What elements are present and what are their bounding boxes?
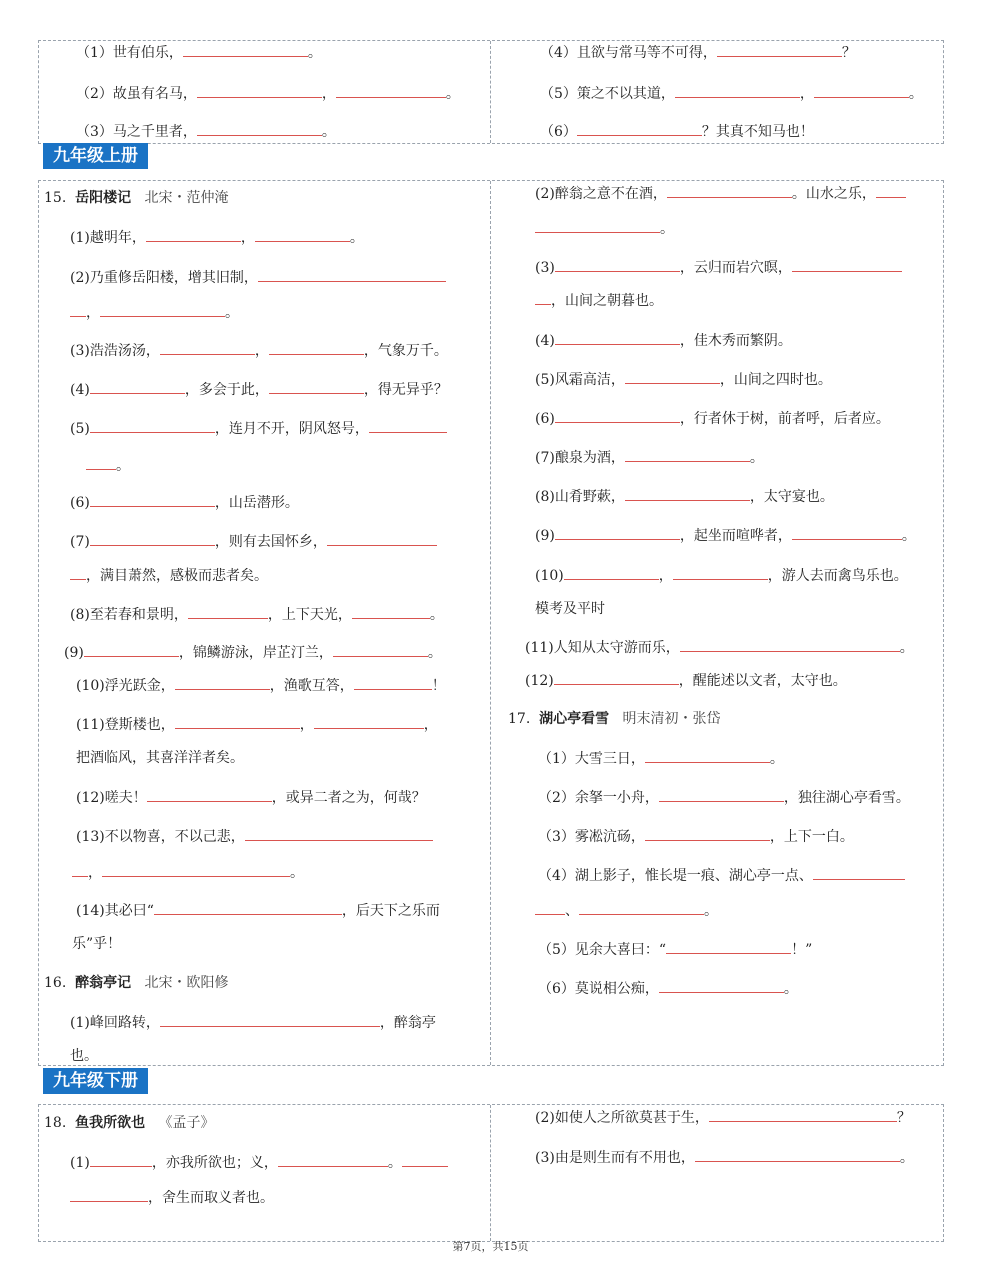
question-line: (4) ，多会于此， ，得无异乎？: [70, 379, 448, 400]
blank[interactable]: [579, 900, 704, 915]
question-line: (3)浩浩汤汤， ， ，气象万千。: [70, 340, 448, 361]
blank[interactable]: [336, 83, 446, 98]
question-line: (10) ， ，游人去而禽鸟乐也。: [535, 565, 908, 586]
question-line: (8)山肴野蔌， ，太守宴也。: [535, 486, 834, 507]
blank[interactable]: [535, 290, 551, 305]
blank[interactable]: [680, 637, 900, 652]
question-line: ， 。: [70, 302, 239, 323]
question-line: (5)风霜高洁， ，山间之四时也。: [535, 369, 832, 390]
question-line: ， 。: [72, 862, 304, 883]
blank[interactable]: [709, 1107, 897, 1122]
question-line: (12) ，醒能述以文者，太守也。: [525, 670, 847, 691]
question-line: (3)由是则生而有不用也， 。: [535, 1147, 914, 1168]
question-line: (14)其必曰“ ，后天下之乐而: [76, 900, 440, 921]
question-line: ，满目萧然，感极而悲者矣。: [70, 565, 268, 586]
blank[interactable]: [555, 525, 680, 540]
blank[interactable]: [555, 257, 680, 272]
question-line: (1) ，亦我所欲也；义， 。: [70, 1152, 448, 1173]
blank[interactable]: [675, 83, 800, 98]
blank[interactable]: [792, 257, 902, 272]
question-line: (2)如使人之所欲莫甚于生， ？: [535, 1107, 911, 1128]
blank[interactable]: [70, 565, 86, 580]
blank[interactable]: [625, 369, 720, 384]
blank[interactable]: [258, 267, 446, 282]
blank[interactable]: [667, 183, 792, 198]
question-line: 、 。: [535, 900, 718, 921]
section-header-grade9-lower: 九年级下册: [43, 1068, 148, 1094]
blank[interactable]: [160, 340, 255, 355]
question-line: (11)人知从太守游而乐， 。: [525, 637, 914, 658]
question-line: （3）雾凇沆砀， ，上下一白。: [538, 826, 854, 847]
blank[interactable]: [90, 1152, 152, 1167]
question-line: (6) ，山岳潜形。: [70, 492, 299, 513]
blank[interactable]: [659, 978, 784, 993]
blank[interactable]: [666, 939, 791, 954]
question-line: (13)不以物喜，不以己悲，: [76, 826, 433, 847]
blank[interactable]: [197, 121, 322, 136]
question-line: (1)峰回路转， ，醉翁亭: [70, 1012, 436, 1033]
question-line: ，舍生而取义者也。: [70, 1187, 274, 1208]
column-divider: [490, 181, 491, 1065]
column-divider: [490, 41, 491, 143]
blank[interactable]: [554, 670, 679, 685]
blank[interactable]: [577, 121, 702, 136]
blank[interactable]: [555, 408, 680, 423]
blank[interactable]: [535, 900, 565, 915]
blank[interactable]: [147, 787, 272, 802]
question-line: (11)登斯楼也， ， ，: [76, 714, 438, 735]
blank[interactable]: [175, 714, 300, 729]
blank[interactable]: [625, 486, 750, 501]
blank[interactable]: [160, 1012, 380, 1027]
blank[interactable]: [402, 1152, 448, 1167]
question-line: ，山间之朝暮也。: [535, 290, 663, 311]
article-title-16: 16. 醉翁亭记 北宋・欧阳修: [44, 975, 229, 991]
blank[interactable]: [269, 340, 364, 355]
blank[interactable]: [645, 748, 770, 763]
blank[interactable]: [86, 455, 116, 470]
question-line: (2)乃重修岳阳楼，增其旧制，: [70, 267, 446, 288]
question-line: （6） ？其真不知马也！: [540, 121, 814, 142]
question-line: （6）莫说相公痴， 。: [538, 978, 798, 999]
blank[interactable]: [625, 447, 750, 462]
question-line: （5）策之不以其道， ， 。: [540, 83, 923, 104]
question-line: （3）马之千里者， 。: [76, 121, 336, 142]
blank[interactable]: [90, 379, 185, 394]
blank[interactable]: [70, 1187, 148, 1202]
question-line: (9) ，锦鳞游泳，岸芷汀兰， 。: [64, 642, 442, 663]
blank[interactable]: [70, 302, 86, 317]
blank[interactable]: [673, 565, 768, 580]
question-line: 。: [86, 455, 130, 476]
blank[interactable]: [564, 565, 659, 580]
article-title-17: 17. 湖心亭看雪 明末清初・张岱: [508, 711, 721, 727]
question-line: （4）且欲与常马等不可得， ？: [540, 42, 856, 63]
blank[interactable]: [814, 83, 909, 98]
article-title-18: 18. 鱼我所欲也 《孟子》: [44, 1115, 215, 1131]
blank[interactable]: [255, 227, 350, 242]
section-header-grade9-upper: 九年级上册: [43, 143, 148, 169]
blank[interactable]: [84, 642, 179, 657]
blank[interactable]: [314, 714, 424, 729]
section-note: 模考及平时: [535, 601, 605, 617]
blank[interactable]: [197, 83, 322, 98]
question-line: 。: [535, 218, 674, 239]
question-line: (9) ，起坐而喧哗者， 。: [535, 525, 916, 546]
question-line: (4) ，佳木秀而繁阴。: [535, 330, 792, 351]
question-line: (7)酿泉为酒， 。: [535, 447, 764, 468]
blank[interactable]: [327, 531, 437, 546]
blank[interactable]: [695, 1147, 900, 1162]
blank[interactable]: [792, 525, 902, 540]
blank[interactable]: [352, 604, 430, 619]
blank[interactable]: [659, 787, 784, 802]
question-line: 把酒临风，其喜洋洋者矣。: [76, 750, 244, 766]
blank[interactable]: [72, 862, 88, 877]
question-line: (6) ，行者休于树，前者呼，后者应。: [535, 408, 890, 429]
blank[interactable]: [188, 604, 268, 619]
question-line: (5) ，连月不开，阴风怒号，: [70, 418, 447, 439]
blank[interactable]: [278, 1152, 388, 1167]
blank[interactable]: [146, 227, 241, 242]
blank[interactable]: [90, 492, 215, 507]
question-line: (1)越明年， ， 。: [70, 227, 364, 248]
blank[interactable]: [100, 302, 225, 317]
question-line: (8)至若春和景明， ，上下天光， 。: [70, 604, 444, 625]
question-line: （2）余拏一小舟， ，独往湖心亭看雪。: [538, 787, 910, 808]
blank[interactable]: [90, 531, 215, 546]
blank[interactable]: [354, 675, 432, 690]
article-title-15: 15. 岳阳楼记 北宋・范仲淹: [44, 190, 229, 206]
question-line: （2）故虽有名马， ， 。: [76, 83, 460, 104]
blank[interactable]: [175, 675, 270, 690]
question-line: (2)醉翁之意不在酒， 。山水之乐，: [535, 183, 906, 204]
blank[interactable]: [333, 642, 428, 657]
question-line: (3) ，云归而岩穴暝，: [535, 257, 902, 278]
question-line: (10)浮光跃金， ，渔歌互答， ！: [76, 675, 446, 696]
question-line: 也。: [70, 1048, 98, 1064]
question-line: （1）大雪三日， 。: [538, 748, 784, 769]
blank[interactable]: [555, 330, 680, 345]
question-line: (7) ，则有去国怀乡，: [70, 531, 437, 552]
question-line: 乐”乎！: [72, 936, 122, 952]
blank[interactable]: [717, 42, 842, 57]
question-line: （5）见余大喜曰：“ ！”: [538, 939, 812, 960]
blank[interactable]: [183, 42, 308, 57]
blank[interactable]: [813, 865, 905, 880]
question-line: （1）世有伯乐， 。: [76, 42, 322, 63]
blank[interactable]: [645, 826, 770, 841]
blank[interactable]: [154, 900, 342, 915]
blank[interactable]: [90, 418, 215, 433]
page-footer: 第7页，共15页: [452, 1240, 529, 1253]
blank[interactable]: [535, 218, 660, 233]
question-line: （4）湖上影子，惟长堤一痕、湖心亭一点、: [538, 865, 905, 886]
question-line: (12)嗟夫！ ，或异二者之为，何哉？: [76, 787, 426, 808]
blank[interactable]: [369, 418, 447, 433]
column-divider: [490, 1105, 491, 1241]
blank[interactable]: [876, 183, 906, 198]
blank[interactable]: [102, 862, 290, 877]
blank[interactable]: [245, 826, 433, 841]
blank[interactable]: [269, 379, 364, 394]
